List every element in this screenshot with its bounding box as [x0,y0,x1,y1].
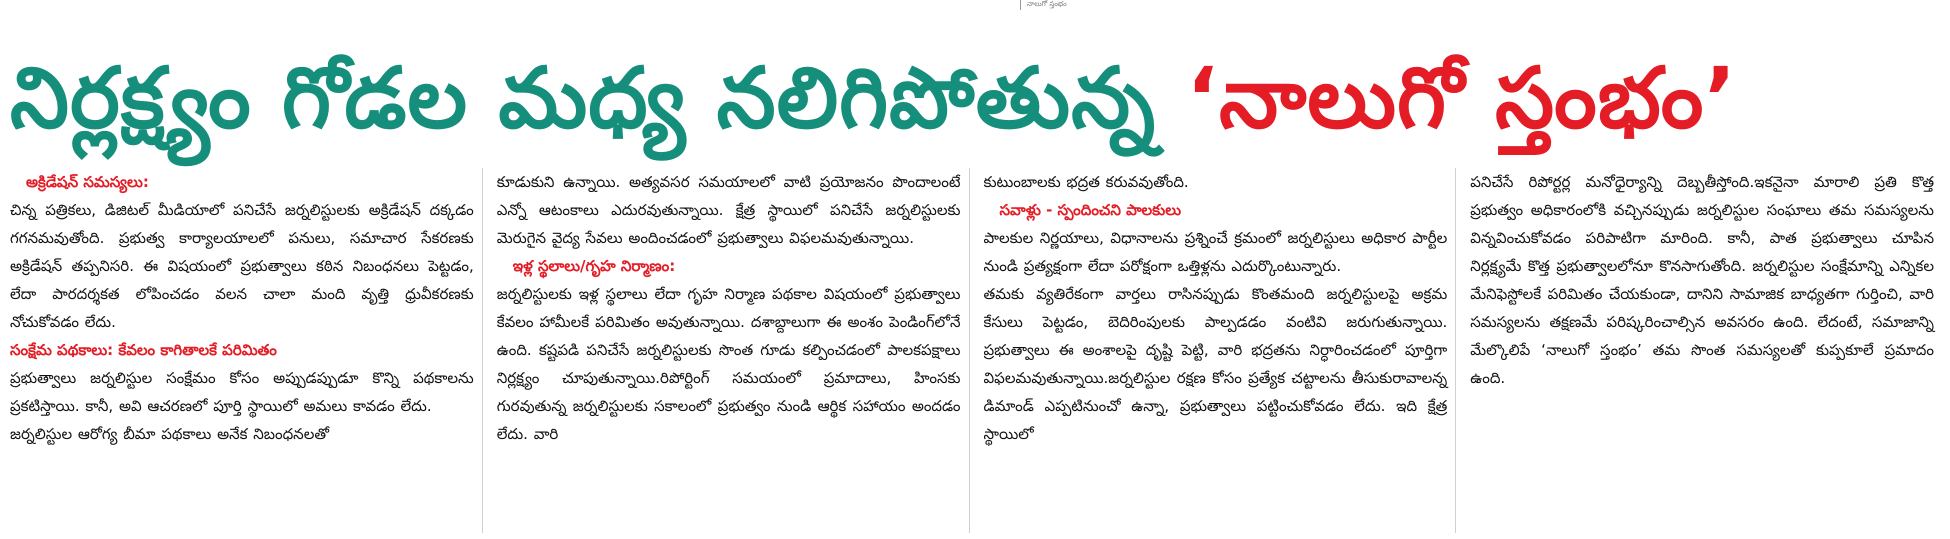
article-paragraph: జర్నలిస్టులకు ఇళ్ల స్థలాలు లేదా గృహ నిర్మాణ పథకాల విషయంలో ప్రభుత్వాలు కేవలం హామీలకే పరిమితం అవుతున్నాయి. దశాబ్దాలుగా ఈ అంశం పెండింగ్‌లోనే ఉంది. కష్టపడి పనిచేసే జర్నలిస్టులకు సొంత గూడు కల్పించడంలో పాలకపక్షాలు నిర్లక్ష్యం చూపుతున్నాయి.రిపోర్టింగ్ సమయంలో ప్రమాదాలు, హింసకు గురవుతున్న జర్నలిస్టులకు సకాలంలో ప్రభుత్వం నుండి ఆర్థిక సహాయం అందడం లేదు. వారి [496,285,961,443]
top-strip-caption: నాలుగో స్తంభం [1020,0,1227,10]
column-2 [497,168,970,533]
article-paragraph: చిన్న పత్రికలు, డిజిటల్ మీడియాలో పనిచేసే జర్నలిస్టులకు అక్రిడేషన్ దక్కడం గగనమవుతోంది. ప్రభుత్వ కార్యాలయాలలో పనులు, సమాచార సేకరణకు అక్రిడేషన్ తప్పనిసరి. ఈ విషయంలో ప్రభుత్వాలు కఠిన నిబంధనలు పెట్టడం, లేదా పారదర్శకత లోపించడం వలన చాలా మంది వృత్తి ధ్రువీకరణకు నోచుకోవడం లేదు. [10,201,474,331]
headline-accent: ‘నాలుగో స్తంభం’ [1186,49,1738,147]
article-paragraph: పనిచేసే రిపోర్టర్ల మనోధైర్యాన్ని దెబ్బతీస్తోంది.ఇకనైనా మారాలి ప్రతి కొత్త ప్రభుత్వం అధికారంలోకి వచ్చినప్పుడు జర్నలిస్టుల సంఘాలు తమ సమస్యలను విన్నవించుకోవడం పరిపాటిగా మారింది. కానీ, పాత ప్రభుత్వాలు చూపిన నిర్లక్ష్యమే కొత్త ప్రభుత్వాలలోనూ కొనసాగుతోంది. జర్నలిస్టుల సంక్షేమాన్ని ఎన్నికల మేనిఫెస్టోలకే పరిమితం చేయకుండా, దానిని సామాజిక బాధ్యతగా గుర్తించి, వారి సమస్యలను తక్షణమే పరిష్కరించాల్సిన అవసరం ఉంది. లేదంటే, సమాజాన్ని మేల్కొలిపే ‘నాలుగో స్తంభం’ తమ సొంత సమస్యలతో కుప్పకూలే ప్రమాదం ఉంది. [1470,173,1934,387]
section-subheading: ఇళ్ల స్థలాలు/గృహ నిర్మాణం: [512,257,676,275]
section-subheading: సవాళ్లు - స్పందించని పాలకులు [999,201,1182,219]
column-3 [984,168,1457,533]
article-columns [10,168,1942,533]
headline [10,38,1940,158]
article-paragraph: ప్రభుత్వాలు జర్నలిస్టుల సంక్షేమం కోసం అప్పుడప్పుడూ కొన్ని పథకాలను ప్రకటిస్తాయి. కానీ, అవి ఆచరణలో పూర్తి స్థాయిలో అమలు కావడం లేదు. [10,369,474,415]
article-paragraph: పాలకుల నిర్ణయాలు, విధానాలను ప్రశ్నించే క్రమంలో జర్నలిస్టులు అధికార పార్టీల నుండి ప్రత్యక్షంగా లేదా పరోక్షంగా ఒత్తిళ్లను ఎదుర్కొంటున్నారు. [983,229,1448,275]
article-paragraph: కుటుంబాలకు భద్రత కరువవుతోంది. [983,173,1189,191]
article-paragraph: జర్నలిస్టుల ఆరోగ్య బీమా పథకాలు అనేక నిబంధనలతో [10,425,329,443]
column-4 [1470,168,1942,533]
headline-main: నిర్లక్ష్యం గోడల మధ్య నలిగిపోతున్న [10,49,1156,147]
section-subheading: అక్రిడేషన్ సమస్యలు: [26,173,149,191]
column-1 [10,168,483,533]
article-paragraph: కూడుకుని ఉన్నాయి. అత్యవసర సమయాలలో వాటి ప్రయోజనం పొందాలంటే ఎన్నో ఆటంకాలు ఎదురవుతున్నాయి. క్షేత్ర స్థాయిలో పనిచేసే జర్నలిస్టులకు మెరుగైన వైద్య సేవలు అందించడంలో ప్రభుత్వాలు విఫలమవుతున్నాయి. [496,173,961,247]
article-paragraph: తమకు వ్యతిరేకంగా వార్తలు రాసినప్పుడు కొంతమంది జర్నలిస్టులపై అక్రమ కేసులు పెట్టడం, బెదిరింపులకు పాల్పడడం వంటివి జరుగుతున్నాయి. ప్రభుత్వాలు ఈ అంశాలపై దృష్టి పెట్టి, వారి భద్రతను నిర్ధారించడంలో పూర్తిగా విఫలమవుతున్నాయి.జర్నలిస్టుల రక్షణ కోసం ప్రత్యేక చట్టాలను తీసుకురావాలన్న డిమాండ్ ఎప్పటినుంచో ఉన్నా, ప్రభుత్వాలు పట్టించుకోవడం లేదు. ఇది క్షేత్ర స్థాయిలో [983,285,1448,443]
section-subheading: సంక్షేమ పథకాలు: కేవలం కాగితాలకే పరిమితం [10,341,277,359]
